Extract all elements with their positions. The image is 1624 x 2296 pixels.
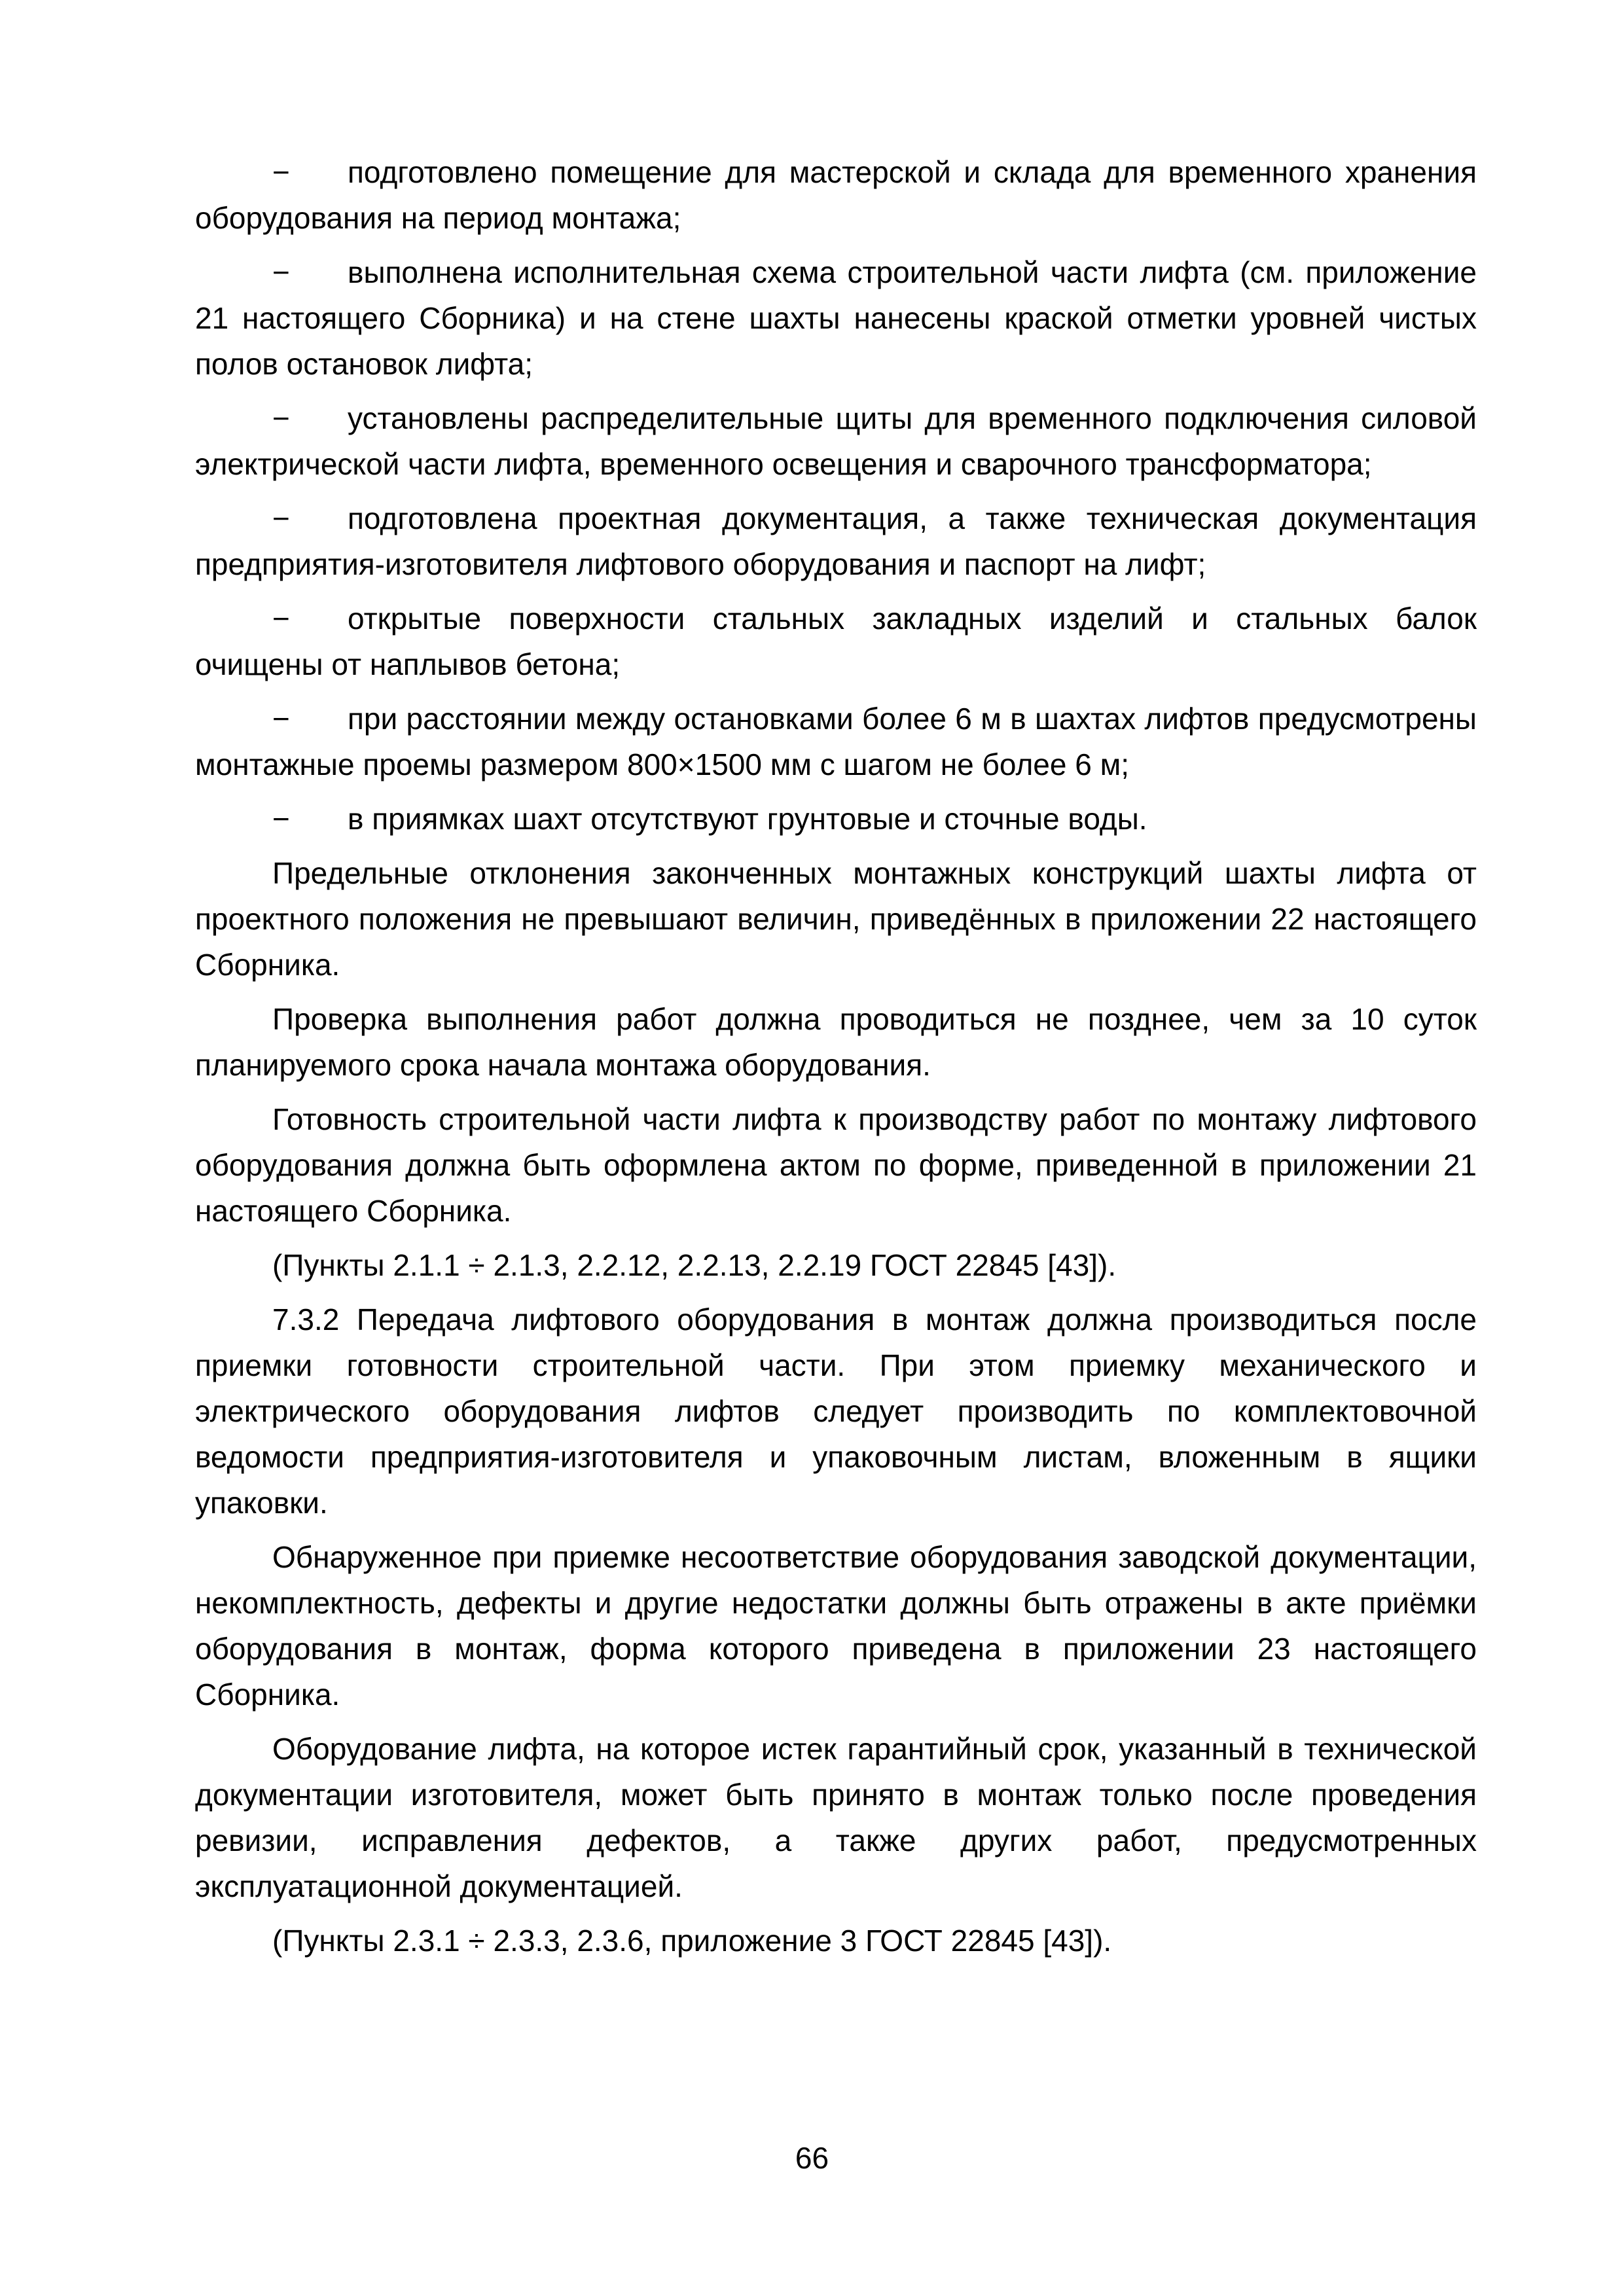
page-number: 66	[795, 2141, 829, 2175]
bullet-dash: −	[272, 255, 290, 289]
list-item-text: подготовлена проектная документация, а также техническая документация предприятия-изготовителя лифтового оборудования и паспорт на лифт;	[195, 501, 1477, 581]
paragraph-nonconformity: Обнаруженное при приемке несоответствие оборудования заводской документации, некомплектность, дефекты и другие недостатки должны быть отражены в акте приёмки оборудования в монтаж, форма которого приведена в приложении 23 настоящего Сборника.	[195, 1540, 1477, 1712]
list-item-text: в приямках шахт отсутствуют грунтовые и сточные воды.	[348, 802, 1147, 836]
list-item	[195, 696, 1477, 787]
list-item	[195, 596, 1477, 687]
bullet-dash: −	[272, 802, 290, 836]
paragraph-section-7-3-2: 7.3.2 Передача лифтового оборудования в монтаж должна производиться после приемки готовности строительной части. При этом приемку механического и электрического оборудования лифтов следует производить по комплектовочной ведомости предприятия-изготовителя и упаковочным листам, вложенным в ящики упаковки.	[195, 1302, 1477, 1520]
bullet-dash: −	[272, 601, 290, 636]
paragraph-reference: (Пункты 2.3.1 ÷ 2.3.3, 2.3.6, приложение 3 ГОСТ 22845 [43]).	[272, 1924, 1112, 1958]
page-content	[195, 149, 1477, 1972]
bullet-dash: −	[272, 155, 290, 189]
paragraph-reference: (Пункты 2.1.1 ÷ 2.1.3, 2.2.12, 2.2.13, 2.2.19 ГОСТ 22845 [43]).	[272, 1248, 1117, 1282]
list-item	[195, 495, 1477, 587]
paragraph-inspection-deadline: Проверка выполнения работ должна проводиться не позднее, чем за 10 суток планируемого срока начала монтажа оборудования.	[195, 1002, 1477, 1082]
list-item-text: открытые поверхности стальных закладных изделий и стальных балок очищены от наплывов бетона;	[195, 601, 1477, 681]
list-item-text: установлены распределительные щиты для временного подключения силовой электрической части лифта, временного освещения и сварочного трансформатора;	[195, 401, 1477, 481]
bullet-dash: −	[272, 501, 290, 535]
list-item-text: подготовлено помещение для мастерской и склада для временного хранения оборудования на период монтажа;	[195, 155, 1477, 235]
bullet-dash: −	[272, 401, 290, 435]
list-item-text: при расстоянии между остановками более 6 м в шахтах лифтов предусмотрены монтажные проемы размером 800×1500 мм с шагом не более 6 м;	[195, 702, 1477, 781]
paragraph-warranty-expired: Оборудование лифта, на которое истек гарантийный срок, указанный в технической документации изготовителя, может быть принято в монтаж только после проведения ревизии, исправления дефектов, а также других работ, предусмотренных эксплуатационной документацией.	[195, 1732, 1477, 1903]
paragraph-readiness-act: Готовность строительной части лифта к производству работ по монтажу лифтового оборудования должна быть оформлена актом по форме, приведенной в приложении 21 настоящего Сборника.	[195, 1102, 1477, 1228]
list-item-text: выполнена исполнительная схема строительной части лифта (см. приложение 21 настоящего Сборника) и на стене шахты нанесены краской отметки уровней чистых полов остановок лифта;	[195, 255, 1477, 381]
list-item	[195, 395, 1477, 487]
list-item	[195, 149, 1477, 241]
paragraph-deviations: Предельные отклонения законченных монтажных конструкций шахты лифта от проектного положения не превышают величин, приведённых в приложении 22 настоящего Сборника.	[195, 856, 1477, 982]
list-item	[195, 249, 1477, 387]
bullet-dash: −	[272, 702, 290, 736]
list-item	[195, 796, 1477, 842]
